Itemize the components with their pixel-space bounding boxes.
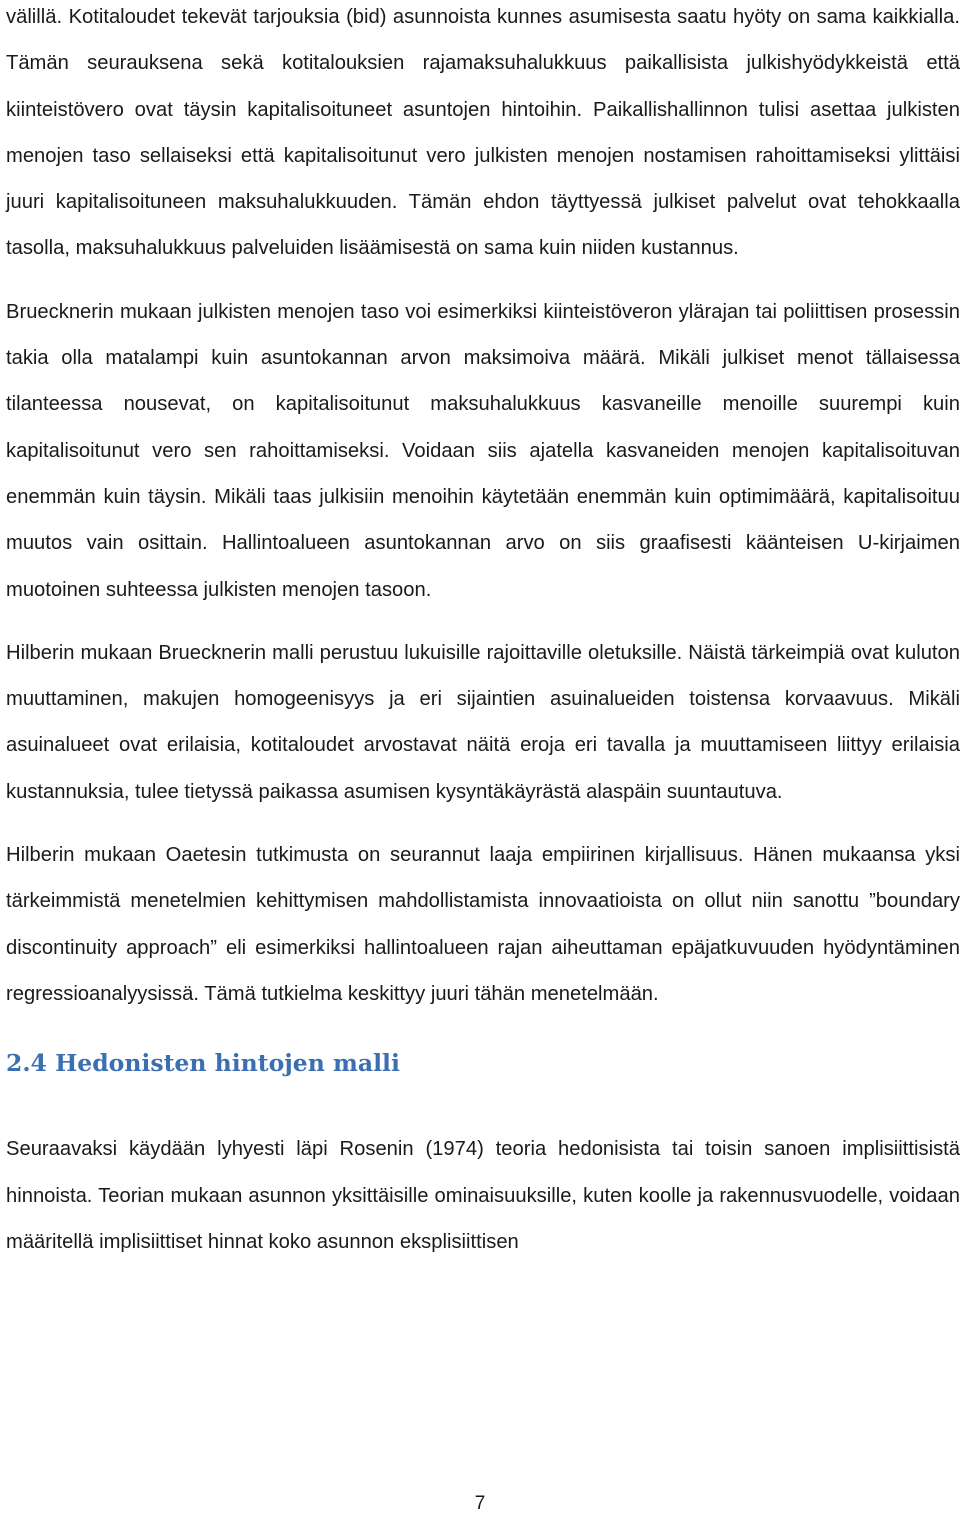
paragraph-gap [6, 272, 960, 289]
paragraph-hilber-oates: Hilberin mukaan Oaetesin tutkimusta on seurannut laaja empiirinen kirjallisuus. Hänen mukaansa yksi tärkeimmistä menetelmien kehittymisen mahdollistamista innovaatioista on ollut niin sanottu ”boundary discontinuity approach” eli esimerkiksi hallintoalueen rajan aiheuttaman epäjatkuvuuden hyödyntäminen regressioanalyysissä. Tämä tutkielma keskittyy juuri tähän menetelmään. [6, 844, 960, 1005]
paragraph-gap [6, 613, 960, 630]
paragraph-brueckner: Bruecknerin mukaan julkisten menojen taso voi esimerkiksi kiinteistöveron ylärajan tai poliittisen prosessin takia olla matalampi kuin asuntokannan arvon maksimoiva määrä. Mikäli julkiset menot tällaisessa tilanteessa nousevat, on kapitalisoitunut maksuhalukkuus kasvaneille menoille suurempi kuin kapitalisoitunut vero sen rahoittamiseksi. Voidaan siis ajatella kasvaneiden menojen kapitalisoituvan enemmän kuin täysin. Mikäli taas julkisiin menoihin käytetään enemmän kuin optimimäärä, kapitalisoituu muutos vain osittain. Hallintoalueen asuntokannan arvo on siis graafisesti käänteisen U-kirjaimen muotoinen suhteessa julkisten menojen tasoon. [6, 300, 960, 601]
section-heading: 2.4 Hedonisten hintojen malli [6, 1049, 400, 1078]
paragraph-capitalization: välillä. Kotitaloudet tekevät tarjouksia (bid) asunnoista kunnes asumisesta saatu hyöty on sama kaikkialla. Tämän seurauksena sekä kotitalouksien rajamaksuhalukkuus paikallisista julkishyödykkeistä että kiinteistövero ovat täysin kapitalisoituneet asuntojen hintoihin. Paikallishallinnon tulisi asettaa julkisten menojen taso sellaiseksi että kapitalisoitunut vero julkisten menojen nostamisen rahoittamiseksi ylittäisi juuri kapitalisoituneen maksuhalukkuuden. Tämän ehdon täyttyessä julkiset palvelut ovat tehokkaalla tasolla, maksuhalukkuus palveluiden lisäämisestä on sama kuin niiden kustannus. [6, 6, 960, 260]
page-number: 7 [474, 1493, 486, 1514]
paragraph-hilber-assumptions: Hilberin mukaan Bruecknerin malli perustuu lukuisille rajoittaville oletuksille. Näistä tärkeimpiä ovat kuluton muuttaminen, makujen homogeenisyys ja eri sijaintien asuinalueiden toistensa korvaavuus. Mikäli asuinalueet ovat erilaisia, kotitaloudet arvostavat näitä eroja eri tavalla ja muuttamiseen liittyy erilaisia kustannuksia, tulee tietyssä paikassa asumisen kysyntäkäyrästä alaspäin suuntautuva. [6, 641, 960, 803]
paragraph-hedonic: Seuraavaksi käydään lyhyesti läpi Rosenin (1974) teoria hedonisista tai toisin sanoen implisiittisistä hinnoista. Teorian mukaan asunnon yksittäisille ominaisuuksille, kuten koolle ja rakennusvuodelle, voidaan määritellä implisiittiset hinnat koko asunnon eksplisiittisen [6, 1138, 960, 1253]
document-page [6, 0, 960, 1265]
heading-gap [6, 1083, 960, 1126]
heading-gap [6, 1017, 960, 1043]
paragraph-gap [6, 815, 960, 832]
